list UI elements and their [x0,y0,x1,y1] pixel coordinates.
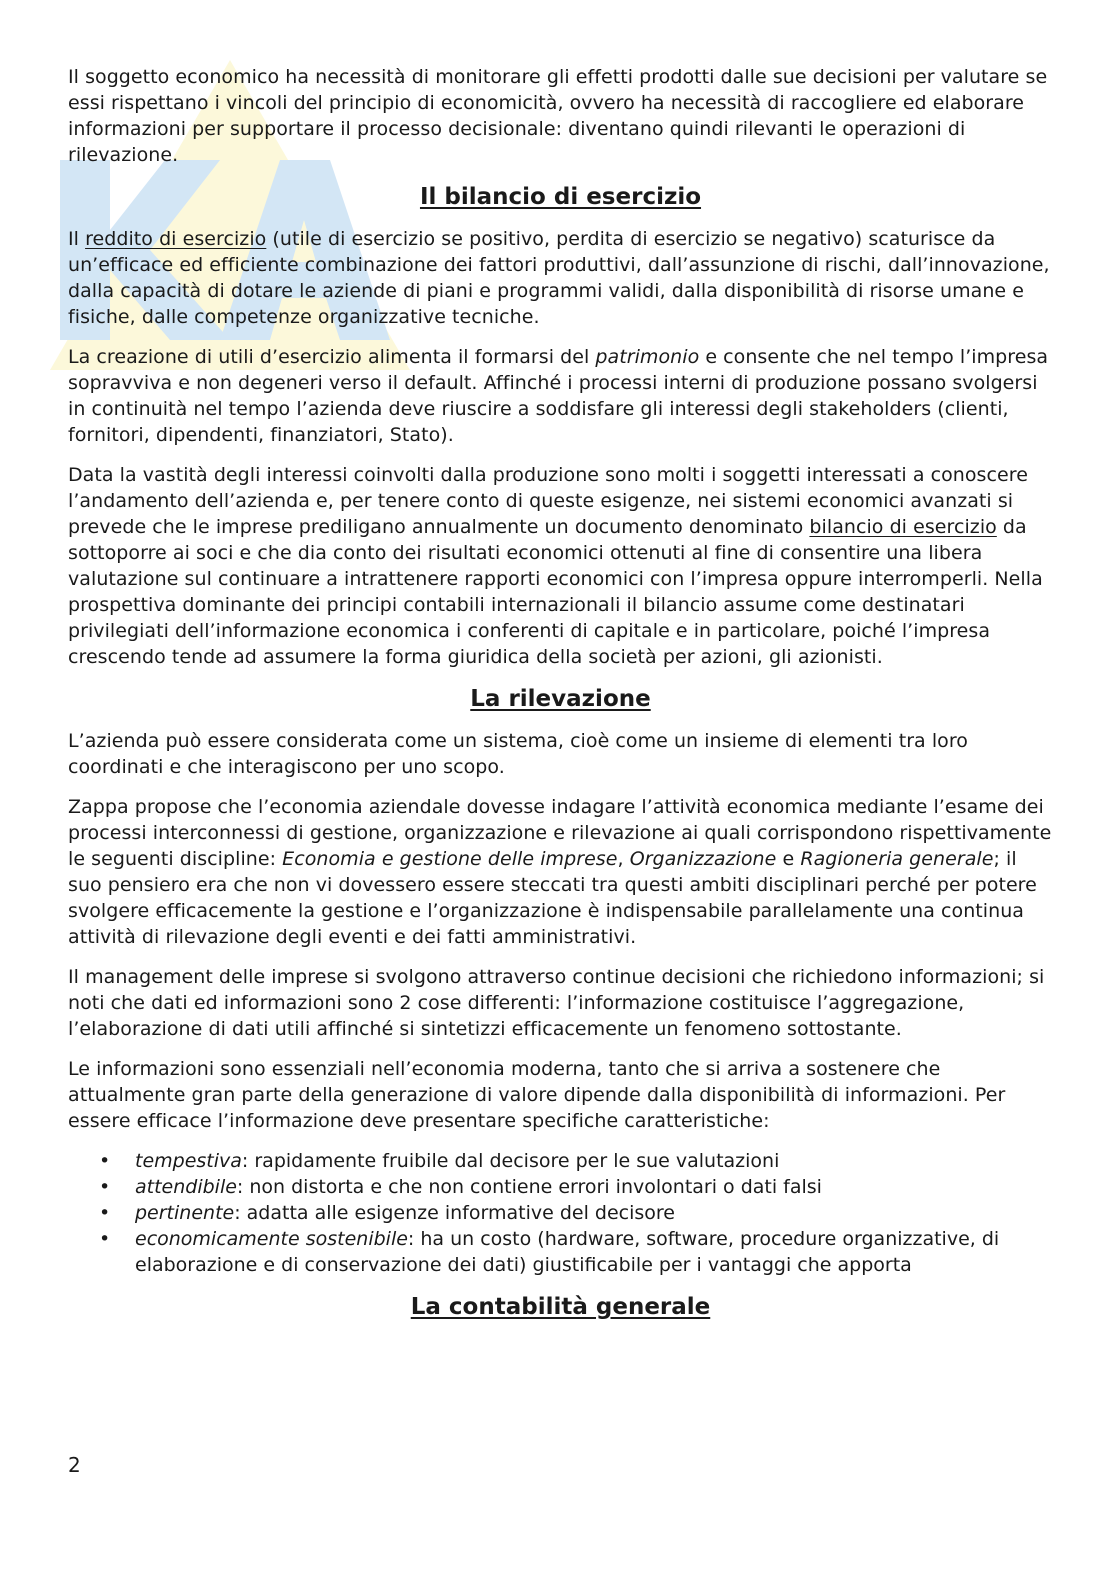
paragraph-bilancio [68,462,1053,670]
text-run: Data la vastità degli interessi coinvolti dalla produzione sono molti i soggetti interessati a conoscere l’andamento dell’azienda e, per tenere conto di queste esigenze, nei sistemi economici avanzati si prevede che le imprese prediligano annualmente un documento denominato [68,464,1028,538]
list-item-text: : ha un costo (hardware, software, procedure organizzative, di elaborazione e di conservazione dei dati) giustificabile per i vantaggi che apporta [135,1228,1000,1276]
underlined-term-bilancio: bilancio di esercizio [809,516,997,538]
text-run: , [617,848,630,870]
paragraph-management: Il management delle imprese si svolgono attraverso continue decisioni che richiedono informazioni; si noti che dati ed informazioni sono 2 cose differenti: l’informazione costituisce l’aggregazione, l’elaborazione di dati utili affinché si sintetizzi efficacemente un fenomeno sottostante. [68,966,1045,1040]
text-run: Il [68,228,86,250]
list-item [99,1200,1053,1226]
bullet-icon: • [99,1228,111,1250]
underlined-term-reddito: reddito di esercizio [85,228,267,250]
text-run: (utile di esercizio se positivo, perdita di esercizio se negativo) scaturisce da un’efficace ed efficiente combinazione dei fattori produttivi, dall’assunzione di rischi, dall’innovazione, dalla capacità di dotare le aziende di piani e programmi validi, dalla disponibilità di risorse umane e fisiche, dalle competenze organizzative tecniche. [68,228,1050,328]
paragraph-patrimonio [68,344,1053,448]
paragraph-reddito [68,226,1053,330]
list-item [99,1226,1053,1278]
list-item-text: : non distorta e che non contiene errori involontari o dati falsi [236,1176,822,1198]
list-item [99,1174,1053,1200]
heading-bilancio-di-esercizio: Il bilancio di esercizio [419,184,702,210]
italic-term-economia: Economia e gestione delle imprese [282,848,618,870]
list-item-term: pertinente [135,1202,235,1224]
characteristics-list [68,1148,1053,1278]
bullet-icon: • [99,1150,111,1172]
list-item-term: tempestiva [135,1150,242,1172]
list-item-term: economicamente sostenibile [135,1228,408,1250]
text-run: ; il suo pensiero era che non vi dovessero essere steccati tra questi ambiti disciplinari perché per potere svolgere efficacemente la gestione e l’organizzazione è indispensabile parallelamente una continua attività di rilevazione degli eventi e dei fatti amministrativi. [68,848,1037,948]
bullet-icon: • [99,1176,111,1198]
paragraph-informazioni: Le informazioni sono essenziali nell’economia moderna, tanto che si arriva a sostenere che attualmente gran parte della generazione di valore dipende dalla disponibilità di informazioni. Per essere efficace l’informazione deve presentare specifiche caratteristiche: [68,1058,1006,1132]
text-run: Zappa propose che l’economia aziendale dovesse indagare l’attività economica mediante l’esame dei processi interconnessi di gestione, organizzazione e rilevazione ai quali corrispondono rispettivamente le seguenti discipline: [68,796,1052,870]
list-item-term: attendibile [135,1176,237,1198]
text-run: e [776,848,801,870]
text-run: e consente che nel tempo l’impresa sopravviva e non degeneri verso il default. Affinché i processi interni di produzione possano svolgersi in continuità nel tempo l’azienda deve riuscire a soddisfare gli interessi degli stakeholders (clienti, fornitori, dipendenti, finanziatori, Stato). [68,346,1049,446]
heading-contabilita-generale: La contabilità generale [410,1294,711,1320]
paragraph-zappa [68,794,1053,950]
list-item [99,1148,1053,1174]
text-run: da sottoporre ai soci e che dia conto dei risultati economici ottenuti al fine di consentire una libera valutazione sul continuare a intrattenere rapporti economici con l’impresa oppure interromperli. Nella prospettiva dominante dei principi contabili internazionali il bilancio assume come destinatari privilegiati dell’informazione economica i conferenti di capitale e in particolare, poiché l’impresa crescendo tende ad assumere la forma giuridica della società per azioni, gli azionisti. [68,516,1043,668]
page-number: 2 [68,1453,81,1477]
list-item-text: : adatta alle esigenze informative del decisore [234,1202,675,1224]
document-page [68,64,1053,1336]
italic-term-ragioneria: Ragioneria generale [800,848,994,870]
italic-term-organizzazione: Organizzazione [629,848,777,870]
italic-term-patrimonio: patrimonio [595,346,700,368]
list-item-text: : rapidamente fruibile dal decisore per le sue valutazioni [241,1150,780,1172]
text-run: La creazione di utili d’esercizio alimenta il formarsi del [68,346,596,368]
paragraph-sistema: L’azienda può essere considerata come un sistema, cioè come un insieme di elementi tra loro coordinati e che interagiscono per uno scopo. [68,730,968,778]
paragraph-intro: Il soggetto economico ha necessità di monitorare gli effetti prodotti dalle sue decisioni per valutare se essi rispettano i vincoli del principio di economicità, ovvero ha necessità di raccogliere ed elaborare informazioni per supportare il processo decisionale: diventano quindi rilevanti le operazioni di rilevazione. [68,66,1048,166]
bullet-icon: • [99,1202,111,1224]
heading-rilevazione: La rilevazione [470,686,651,712]
